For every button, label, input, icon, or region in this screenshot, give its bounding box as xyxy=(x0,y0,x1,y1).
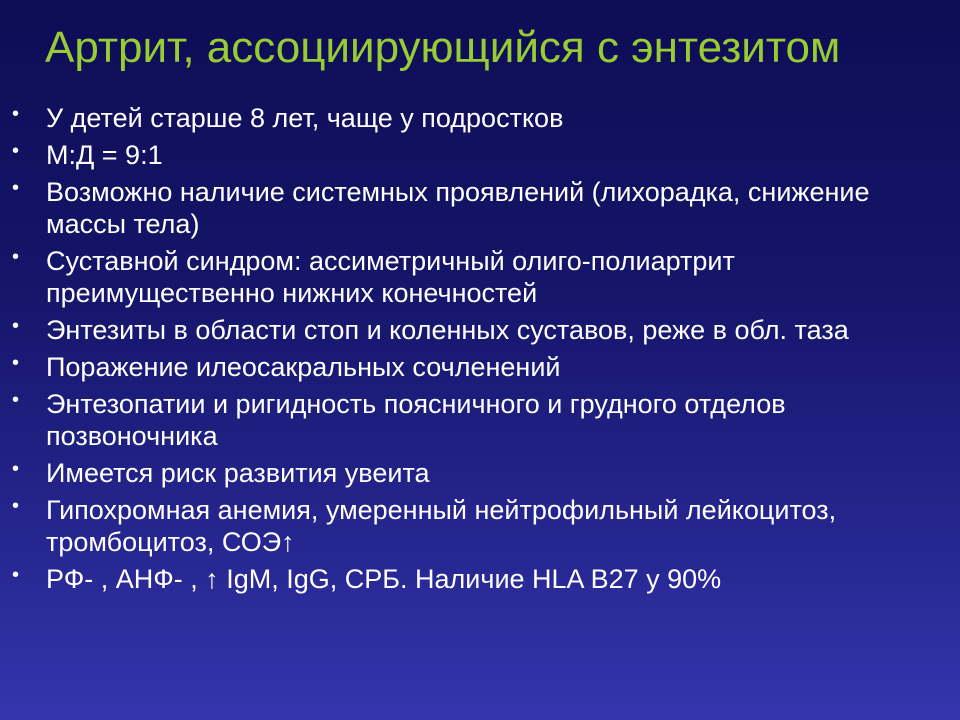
bullet-list xyxy=(0,102,960,600)
bullet-item xyxy=(0,102,960,134)
bullet-icon: • xyxy=(12,103,20,125)
bullet-icon: • xyxy=(12,315,20,337)
bullet-item xyxy=(0,139,960,171)
bullet-item xyxy=(0,494,960,558)
bullet-icon: • xyxy=(12,177,20,199)
bullet-item xyxy=(0,563,960,595)
bullet-icon: • xyxy=(12,246,20,268)
bullet-icon: • xyxy=(12,495,20,517)
bullet-item xyxy=(0,314,960,346)
bullet-text: Суставной синдром: ассиметричный олиго-полиартрит преимущественно нижних конечностей xyxy=(46,246,735,308)
bullet-item xyxy=(0,351,960,383)
slide-title: Артрит, ассоциирующийся с энтезитом xyxy=(45,23,841,72)
bullet-icon: • xyxy=(12,389,20,411)
bullet-item xyxy=(0,457,960,489)
bullet-text: РФ- , АНФ- , ↑ IgM, IgG, СРБ. Наличие HLA B27 у 90% xyxy=(46,564,722,594)
bullet-text: Поражение илеосакральных сочленений xyxy=(46,352,561,382)
bullet-icon: • xyxy=(12,352,20,374)
bullet-icon: • xyxy=(12,564,20,586)
bullet-text: М:Д = 9:1 xyxy=(46,140,163,170)
bullet-item xyxy=(0,245,960,309)
bullet-text: Энтезопатии и ригидность поясничного и грудного отделов позвоночника xyxy=(46,389,786,451)
bullet-text: У детей старше 8 лет, чаще у подростков xyxy=(46,103,564,133)
bullet-icon: • xyxy=(12,458,20,480)
bullet-text: Имеется риск развития увеита xyxy=(46,458,430,488)
bullet-item xyxy=(0,388,960,452)
bullet-text: Энтезиты в области стоп и коленных суставов, реже в обл. таза xyxy=(46,315,849,345)
bullet-icon: • xyxy=(12,140,20,162)
bullet-text: Возможно наличие системных проявлений (лихорадка, снижение массы тела) xyxy=(46,177,870,239)
bullet-item xyxy=(0,176,960,240)
bullet-text: Гипохромная анемия, умеренный нейтрофильный лейкоцитоз, тромбоцитоз, СОЭ↑ xyxy=(46,495,837,557)
